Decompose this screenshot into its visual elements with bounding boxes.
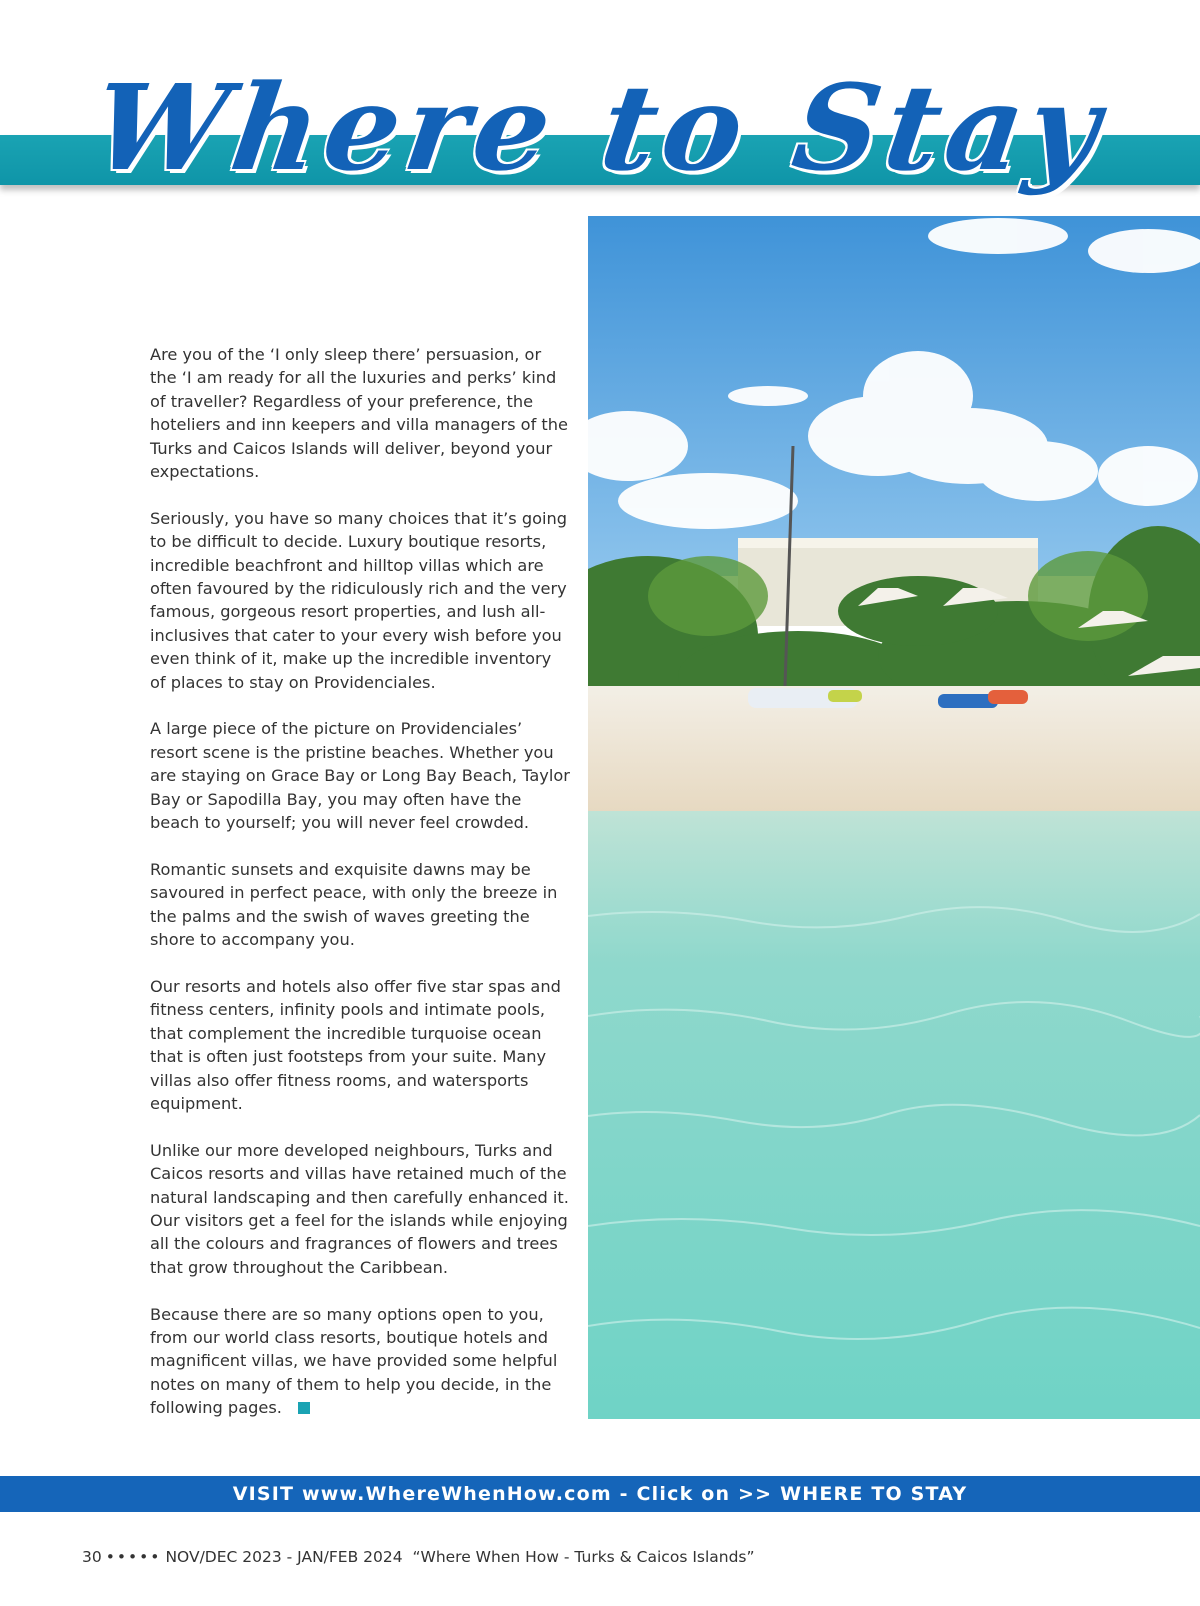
page-number: 30	[82, 1548, 102, 1566]
beach-sand	[588, 686, 1200, 816]
publication-name: “Where When How - Turks & Caicos Islands”	[412, 1548, 755, 1566]
article-paragraph: Unlike our more developed neighbours, Turks and Caicos resorts and villas have retained much of the natural landscaping and then carefully enhanced it. Our visitors get a feel for the islands while enjoying all the colours and fragrances of flowers and trees that grow throughout the Caribbean.	[150, 1140, 569, 1277]
visit-website-bar: VISIT www.WhereWhenHow.com - Click on >> WHERE TO STAY	[0, 1476, 1200, 1512]
issue-date: NOV/DEC 2023 - JAN/FEB 2024	[165, 1548, 403, 1566]
article-paragraph-text: Because there are so many options open to you, from our world class resorts, boutique hotels and magnificent villas, we have provided some helpful notes on many of them to help you decide, in the following pages.	[150, 1304, 558, 1418]
beach-resort-photo	[588, 216, 1200, 1419]
article-paragraph: Romantic sunsets and exquisite dawns may be savoured in perfect peace, with only the breeze in the palms and the swish of waves greeting the shore to accompany you.	[150, 859, 558, 950]
article-paragraph-last	[150, 1303, 570, 1420]
turquoise-sea	[588, 811, 1200, 1419]
page-title: Where to Stay	[85, 58, 1114, 197]
article-paragraph: Our resorts and hotels also offer five star spas and fitness centers, infinity pools and intimate pools, that complement the incredible turquoise ocean that is often just footsteps from your suite. Many villas also offer fitness rooms, and watersports equipment.	[150, 976, 561, 1113]
article-body	[150, 343, 570, 1443]
article-paragraph: Are you of the ‘I only sleep there’ persuasion, or the ‘I am ready for all the luxuries and perks’ kind of traveller? Regardless of your preference, the hoteliers and inn keepers and villa managers of the Turks and Caicos Islands will deliver, beyond your expectations.	[150, 345, 568, 482]
article-paragraph: A large piece of the picture on Providenciales’ resort scene is the pristine beaches. Whether you are staying on Grace Bay or Long Bay Beach, Taylor Bay or Sapodilla Bay, you may often have the beach to yourself; you will never feel crowded.	[150, 719, 570, 833]
page-footer	[82, 1548, 1082, 1566]
separator-dots: •••••	[105, 1548, 162, 1566]
article-paragraph: Seriously, you have so many choices that it’s going to be difficult to decide. Luxury boutique resorts, incredible beachfront and hilltop villas which are often favoured by the ridiculously rich and the very famous, gorgeous resort properties, and lush all-inclusives that cater to your every wish before you even think of it, make up the incredible inventory of places to stay on Providenciales.	[150, 508, 568, 692]
end-of-article-mark	[298, 1402, 310, 1414]
